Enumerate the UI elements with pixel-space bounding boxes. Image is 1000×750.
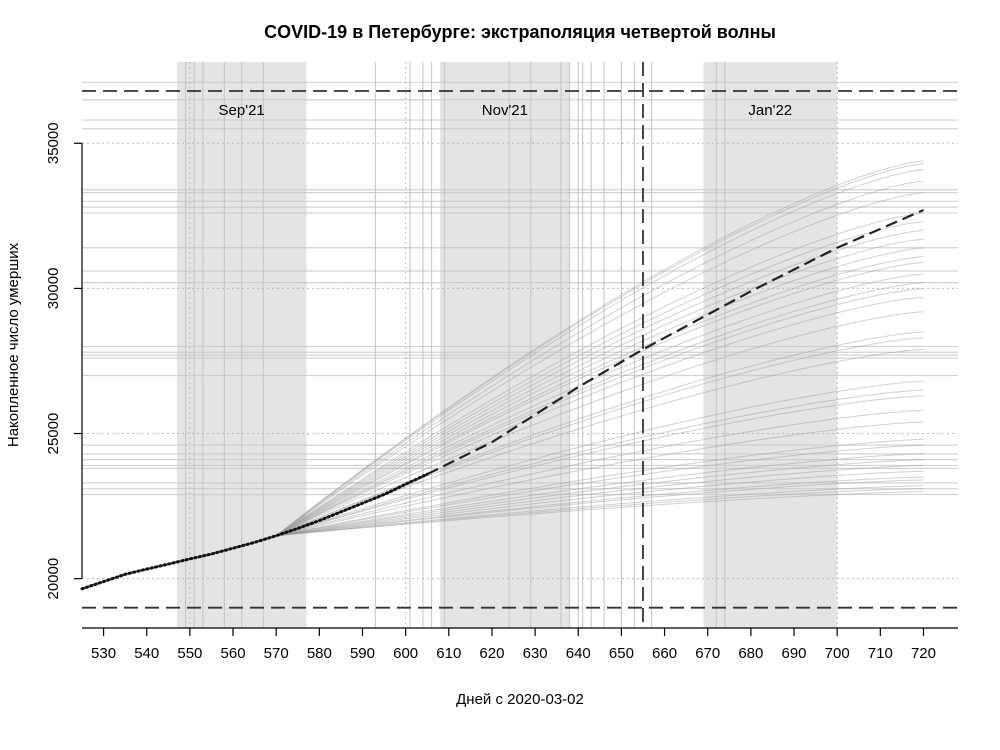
month-band-label: Nov'21 — [481, 102, 529, 119]
x-tick-label: 610 — [436, 645, 462, 662]
month-band-label: Sep'21 — [218, 102, 265, 119]
x-tick-label: 720 — [910, 645, 936, 662]
x-tick-label: 620 — [479, 645, 505, 662]
y-tick-label: 20000 — [45, 557, 62, 600]
x-tick-label: 680 — [738, 645, 764, 662]
y-tick-label: 25000 — [45, 412, 62, 455]
x-tick-label: 590 — [349, 645, 376, 662]
x-tick-label: 690 — [781, 645, 807, 662]
month-band — [440, 62, 569, 628]
y-tick-label: 30000 — [45, 267, 62, 310]
x-tick-label: 640 — [565, 645, 591, 662]
x-tick-label: 650 — [608, 645, 634, 662]
x-tick-label: 700 — [824, 645, 850, 662]
x-tick-label: 660 — [652, 645, 678, 662]
x-tick-label: 710 — [867, 645, 893, 662]
x-tick-label: 670 — [695, 645, 721, 662]
x-tick-label: 570 — [263, 645, 289, 662]
month-band — [703, 62, 837, 628]
x-axis-label: Дней с 2020-03-02 — [456, 691, 584, 708]
month-bands — [177, 62, 837, 628]
x-tick-label: 580 — [306, 645, 332, 662]
x-tick-label: 560 — [220, 645, 246, 662]
x-tick-label: 550 — [177, 645, 203, 662]
x-tick-label: 540 — [134, 645, 160, 662]
x-tick-label: 630 — [522, 645, 548, 662]
chart-title: COVID-19 в Петербурге: экстраполяция четвертой волны — [264, 22, 776, 42]
y-axis-label: Накопленное число умерших — [5, 242, 22, 448]
month-band-label: Jan'22 — [748, 102, 793, 119]
x-tick-label: 600 — [393, 645, 419, 662]
y-tick-label: 35000 — [45, 122, 62, 165]
x-tick-label: 530 — [91, 645, 117, 662]
